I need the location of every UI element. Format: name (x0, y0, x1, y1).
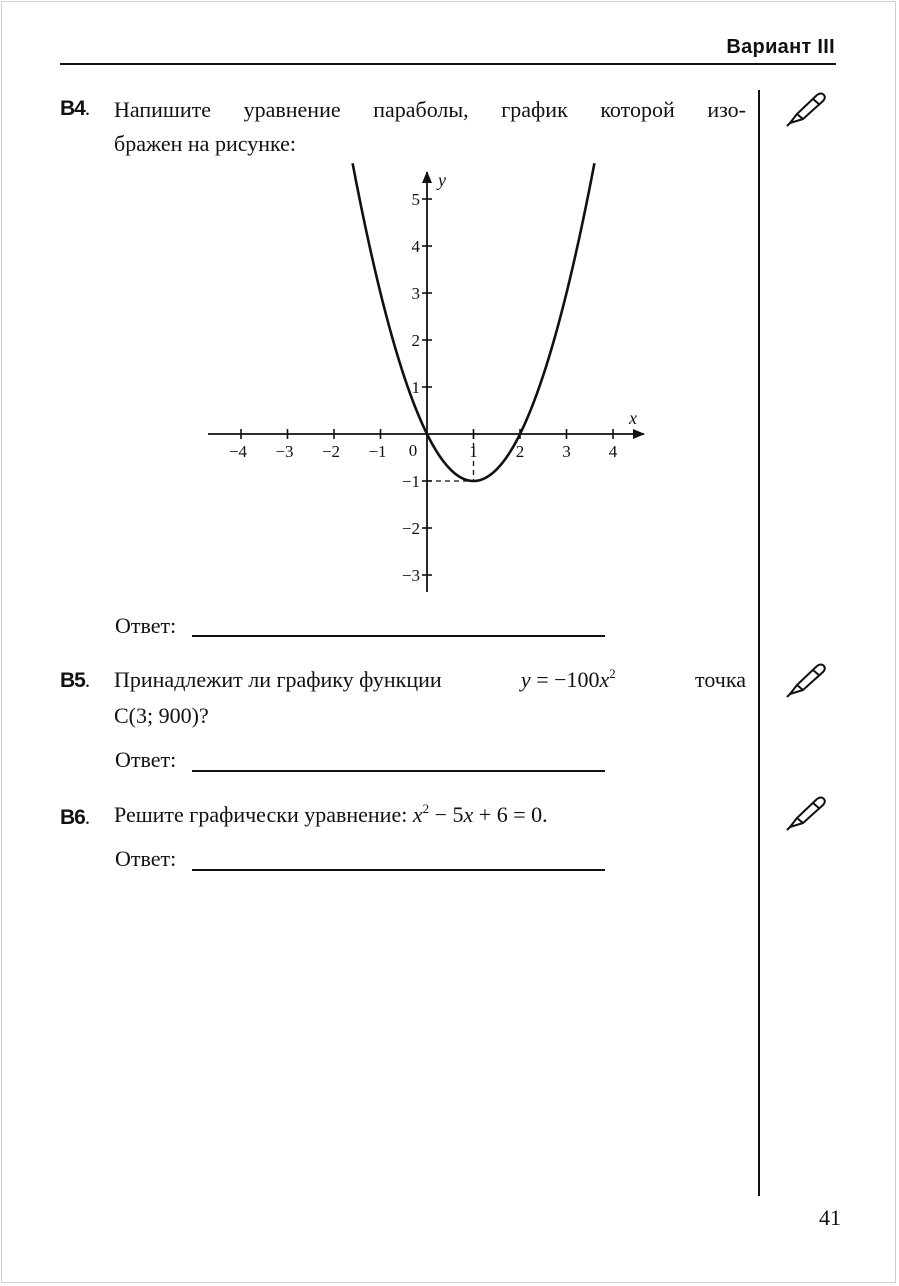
task-b5-formula-exp: 2 (609, 666, 616, 681)
task-b5-line2: C(3; 900)? (114, 703, 209, 728)
pen-icon (783, 792, 829, 832)
task-b5-formula-x: x (599, 667, 610, 692)
task-b4-answer-label: Ответ: (115, 613, 177, 638)
task-b5-formula-y: y (520, 667, 531, 692)
task-b5-number (60, 668, 89, 693)
y-axis-label: y (438, 170, 446, 190)
task-b4-line2: бражен на рисунке: (114, 131, 296, 156)
x-tick-label: −2 (321, 442, 341, 461)
vertex-guides (427, 434, 474, 481)
variant-title: Вариант III (726, 36, 835, 58)
task-b5-formula (521, 662, 616, 698)
x-tick-label: −1 (368, 442, 387, 461)
task-b5-answer-label: Ответ: (115, 747, 177, 772)
x-tick-label: 4 (608, 442, 618, 461)
task-b5-line1 (114, 662, 746, 698)
x-axis-label: x (629, 408, 637, 428)
task-b4-line1: Напишите уравнение параболы, график которой изо- (114, 97, 746, 122)
task-b5-text-after: точка (695, 667, 746, 692)
task-b6-number (60, 805, 89, 830)
task-b6-answer-field[interactable] (192, 869, 605, 871)
y-tick-label: −1 (401, 472, 420, 491)
x-tick-label: −4 (228, 442, 248, 461)
task-b6-number-text: B6 (60, 806, 85, 829)
task-b6-line1 (114, 797, 548, 833)
x-tick-label: 2 (515, 442, 525, 461)
y-tick-label: −2 (401, 519, 420, 538)
y-tick-label: 4 (411, 237, 420, 256)
task-b6-x1: x (412, 802, 423, 827)
task-b4-dot: . (84, 96, 90, 120)
task-b6-end: + 6 = 0. (473, 802, 548, 827)
y-tick-label: 5 (411, 190, 420, 209)
task-b5-dot: . (84, 668, 90, 692)
pen-icon (783, 88, 829, 128)
task-b6-dot: . (84, 805, 90, 829)
x-tick-label: −3 (275, 442, 294, 461)
task-b6-answer-label: Ответ: (115, 846, 177, 871)
origin-label: 0 (408, 441, 418, 460)
y-tick-label: 1 (411, 378, 420, 397)
task-b6-x2: x (463, 802, 474, 827)
y-tick-label: 3 (411, 284, 420, 303)
task-b6-text: Решите графически уравнение: (114, 802, 413, 827)
task-b4-number-text: B4 (60, 97, 85, 120)
x-tick-label: 3 (562, 442, 571, 461)
task-b6-exp: 2 (422, 801, 430, 816)
task-b6-mid: − 5 (429, 802, 464, 827)
task-b5-answer-field[interactable] (192, 770, 605, 772)
task-b5-formula-eq: = −100 (530, 667, 600, 692)
x-tick-label: 1 (469, 442, 478, 461)
task-b4-answer-field[interactable] (192, 635, 605, 637)
page-number: 41 (819, 1205, 841, 1230)
task-b5-text-before: Принадлежит ли графику функции (114, 667, 442, 692)
pen-icon (783, 659, 829, 699)
y-tick-label: −3 (401, 566, 420, 585)
task-b5-number-text: B5 (60, 669, 85, 692)
y-tick-label: 2 (411, 331, 420, 350)
